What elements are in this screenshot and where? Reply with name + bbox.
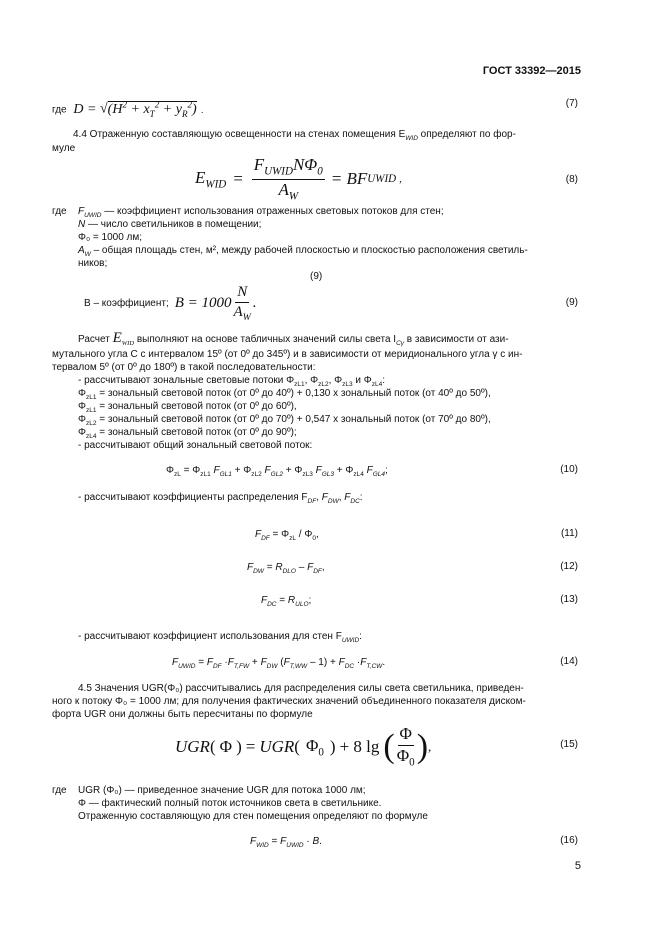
defs2-line1: UGR (Φ₀) — приведенное значение UGR для потока 1000 лм; [78, 785, 366, 796]
eq12: $F_{DW} = R_{DLO} - F_{DF}$, [247, 562, 325, 575]
calc-line6: $\Phi_{zL1}$ = зональный световой поток (от 0º до 60º), [78, 401, 297, 414]
eq14-number: (14) [560, 656, 578, 667]
eq12-number: (12) [560, 561, 578, 572]
eq9-lead: B – коэффициент; [84, 298, 169, 310]
where-label: где [52, 104, 67, 116]
eq10-number: (10) [560, 464, 578, 475]
eq11: $F_{DF} = \Phi_{zL} / \Phi_0$, [255, 529, 319, 542]
calc-line3: тервалом 5º (от 0º до 180º) в такой последовательности: [52, 362, 316, 373]
p45-line3: форта UGR они должны быть пересчитаны по формуле [52, 709, 313, 720]
eq11-number: (11) [560, 528, 578, 539]
calc-line5: $\Phi_{zL1}$ = зональный световой поток (от 0º до 40º) + 0,130 х зональный поток (от 40º до 50º), [78, 388, 491, 401]
defs2-line3: Отраженную составляющую для стен помещения определяют по формуле [78, 811, 428, 822]
eq7-radical: $√(H^2 + x_T^2 + y_R^2)$ [99, 99, 197, 119]
util-line: - рассчитывают коэффициент использования для стен $F_{UWID}$: [78, 631, 362, 644]
eq8-lhs: $E_{WID}$ [195, 167, 227, 191]
p44-line2: муле [52, 143, 76, 154]
eq8-rhs: = BF [330, 169, 368, 189]
defs1-line1: $F_{UWID}$ — коэффициент использования отраженных световых потоков для стен; [78, 206, 444, 219]
defs1-line4: $A_W$ – общая площадь стен, м², между рабочей плоскостью и плоскостью расположения светиль- [78, 245, 528, 258]
calc-line8: $\Phi_{zL4}$ = зональный световой поток (от 0º до 90º); [78, 427, 297, 440]
coef-line: - рассчитывают коэффициенты распределения $F_{DF}$, $F_{DW}$, $F_{DC}$: [78, 492, 363, 505]
eq9-center-number: (9) [310, 271, 323, 282]
eq15: UGR ( Φ ) = UGR ( $\Phi_0$ ) + 8 lg ( $\frac{\Phi}{\Phi_0}$ ) , [175, 724, 432, 769]
eq13-number: (13) [560, 594, 578, 605]
p45-line2: ного к потоку Φ₀ = 1000 лм; для получения фактических значений объединенного показателя диском- [52, 696, 526, 707]
eq8: $E_{WID}$ = $\frac{F_{UWID}N\Phi_0}{A_W}$ = BF UWID , [195, 155, 402, 202]
standard-number: ГОСТ 33392—2015 [482, 65, 581, 77]
eq16-number: (16) [560, 835, 578, 846]
defs2-line2: Φ — фактический полный поток источников света в светильнике. [78, 798, 382, 809]
eq7-number: (7) [565, 98, 578, 109]
eq10: $\Phi_{zL} = \Phi_{zL1}$ $F_{GL1} + \Phi_{zL2}$ $F_{GL2} + \Phi_{zL3}$ $F_{GL3} + \Phi_{zL4}$ $F_{GL4}$; [166, 465, 388, 478]
calc-line4: - рассчитывают зональные световые потоки $\Phi_{zL1}$, $\Phi_{zL2}$, $\Phi_{zL3}$ и $\Phi_{zL4}$: [78, 375, 386, 388]
eq9: B – коэффициент; B = 1000 $\frac{N}{A_W}$ . [84, 284, 257, 323]
page-number: 5 [574, 860, 581, 872]
calc-line2: мутального угла C с интервалом 15º (от 0º до 345º) и в зависимости от меридионального угла γ с ин- [52, 349, 523, 360]
calc-line7: $\Phi_{zL2}$ = зональный световой поток (от 0º до 70º) + 0,547 х зональный поток (от 70º до 80º), [78, 414, 491, 427]
eq8-number: (8) [565, 174, 578, 185]
eq7-tail: . [200, 104, 204, 116]
defs1-line5: ников; [78, 258, 108, 269]
eq16: $F_{WID} = F_{UWID} \cdot B$. [250, 836, 322, 849]
p44-sub: WID [405, 135, 418, 142]
p44-text: 4.4 Отраженную составляющую освещенности на стенах помещения E [73, 129, 406, 140]
defs1-line3: Φ₀ = 1000 лм; [78, 232, 143, 243]
eq14: $F_{UWID} = F_{DF} \cdot F_{T,FW} + F_{DW}$ $(F_{T,WW} - 1) + F_{DC} \cdot F_{T,CW}$. [172, 657, 386, 670]
eq8-fraction: $\frac{F_{UWID}N\Phi_0}{A_W}$ [253, 155, 323, 202]
eq9-fraction: $\frac{N}{A_W}$ [233, 284, 251, 323]
defs2-where: где [52, 785, 67, 796]
p44-end: определяют по фор- [417, 129, 516, 140]
eq15-number: (15) [560, 739, 578, 750]
calc-line9: - рассчитывают общий зональный световой поток: [78, 440, 313, 451]
eq13: $F_{DC} = R_{ULO}$; [261, 595, 312, 608]
eq9-number: (9) [565, 297, 578, 308]
defs1-line2: N — число светильников в помещении; [78, 219, 262, 230]
calc-line1: Расчет $E_{WID}$ выполняют на основе табличных значений силы света $I_{C\gamma}$ в зависимости от ази- [78, 330, 509, 347]
eq9-lhs: B = 1000 [174, 295, 232, 312]
defs1-where: где [52, 206, 67, 217]
p44-line1 [73, 128, 516, 145]
p45-line1: 4.5 Значения UGR(Φ₀) рассчитывались для распределения силы света светильника, приведен- [78, 683, 524, 694]
eq7-lhs: D = [73, 101, 100, 117]
eq7-line [52, 93, 204, 119]
